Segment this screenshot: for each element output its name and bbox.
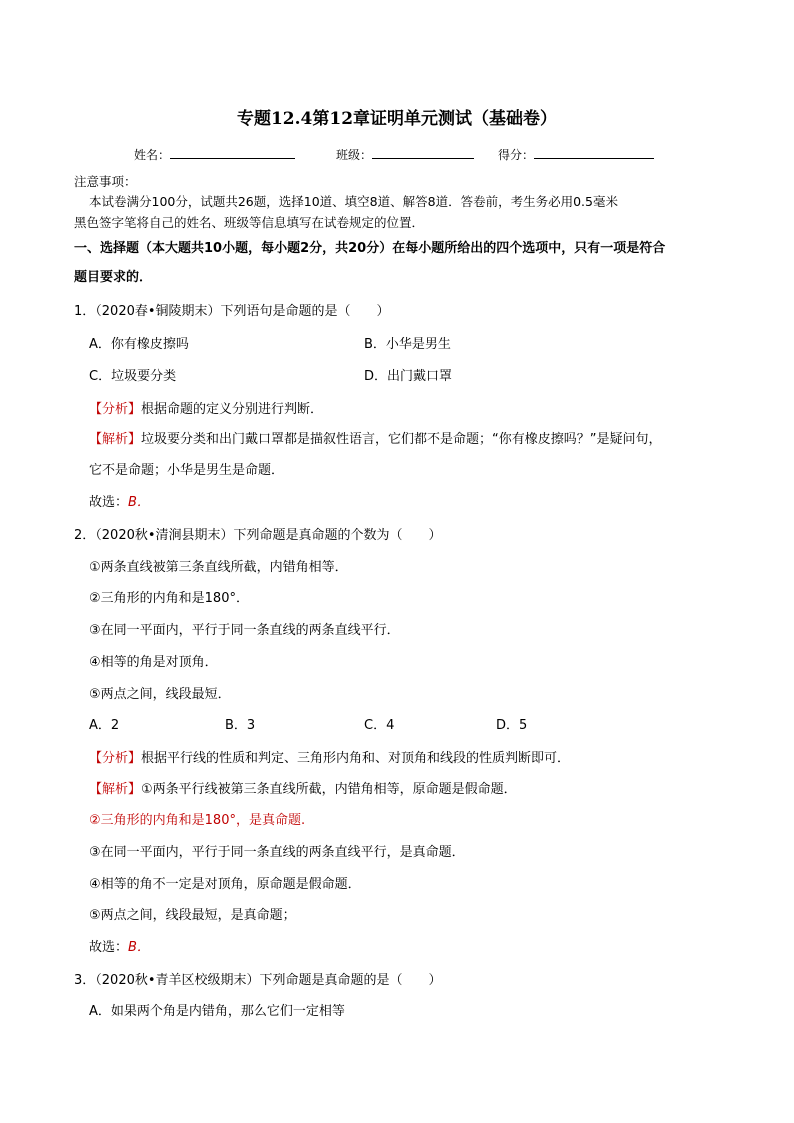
q1-answer-value: B． <box>128 495 150 510</box>
q2-analysis-tag: 【分析】 <box>89 751 142 766</box>
q2-solution-tag: 【解析】 <box>89 782 142 797</box>
q2-option-d: D．5 <box>496 718 528 733</box>
q1-option-c: C．垃圾要分类 <box>89 369 177 384</box>
score-field[interactable] <box>498 146 534 163</box>
q3-stem: 3．（2020秋•青羊区校级期末）下列命题是真命题的是（ ） <box>74 973 442 988</box>
notice-line-2: 黑色签字笔将自己的姓名、班级等信息填写在试卷规定的位置． <box>74 215 425 230</box>
q2-solution-line-2: ②三角形的内角和是180°，是真命题. <box>89 813 306 828</box>
q2-item-2: ②三角形的内角和是180°． <box>89 591 249 606</box>
q2-option-c: C．4 <box>364 718 395 733</box>
q2-solution-line-5: ⑤两点之间，线段最短，是真命题； <box>89 908 296 923</box>
class-field[interactable] <box>336 146 372 163</box>
q1-analysis <box>89 402 323 418</box>
q1-answer <box>89 495 150 511</box>
q1-solution-tag: 【解析】 <box>89 432 142 447</box>
class-label: 班级： <box>336 148 373 162</box>
q2-answer-prefix: 故选： <box>89 940 129 955</box>
q2-item-4: ④相等的角是对顶角． <box>89 655 218 670</box>
q1-analysis-text: 根据命题的定义分别进行判断． <box>141 402 324 417</box>
q2-solution-line-3: ③在同一平面内，平行于同一条直线的两条直线平行，是真命题． <box>89 845 465 860</box>
score-label: 得分： <box>498 148 535 162</box>
q1-solution-line-2: 它不是命题；小华是男生是命题． <box>89 463 285 478</box>
q2-item-1: ①两条直线被第三条直线所截，内错角相等． <box>89 560 348 575</box>
score-blank <box>534 146 654 159</box>
notice-heading: 注意事项： <box>74 174 137 189</box>
name-label: 姓名： <box>134 148 171 162</box>
q2-answer-value: B． <box>128 940 150 955</box>
class-blank <box>372 146 474 159</box>
q1-option-b: B．小华是男生 <box>364 337 451 352</box>
section-heading-line-2: 题目要求的． <box>74 270 153 285</box>
q1-option-a: A．你有橡皮擦吗 <box>89 337 189 352</box>
notice-line-1: 本试卷满分100分，试题共26题，选择10道、填空8道、解答8道．答卷前，考生务必用0.5毫米 <box>89 194 618 209</box>
q2-item-5: ⑤两点之间，线段最短． <box>89 687 231 702</box>
q3-option-a: A．如果两个角是内错角，那么它们一定相等 <box>89 1004 345 1019</box>
q2-analysis <box>89 751 570 767</box>
q1-analysis-tag: 【分析】 <box>89 402 142 417</box>
page-title: 专题12.4第12章证明单元测试（基础卷） <box>236 109 558 129</box>
section-heading-line-1: 一、选择题（本大题共10小题，每小题2分，共20分）在每小题所给出的四个选项中，只有一项是符合 <box>74 241 666 256</box>
q2-option-a: A．2 <box>89 718 120 733</box>
q1-solution-text-1: 垃圾要分类和出门戴口罩都是描叙性语言，它们都不是命题；“你有橡皮擦吗？”是疑问句， <box>141 432 662 447</box>
q2-analysis-text: 根据平行线的性质和判定、三角形内角和、对顶角和线段的性质判断即可． <box>141 751 571 766</box>
q2-solution-text-1: ①两条平行线被第三条直线所截，内错角相等，原命题是假命题． <box>141 782 517 797</box>
name-blank <box>170 146 295 159</box>
q2-option-b: B．3 <box>225 718 256 733</box>
q1-answer-prefix: 故选： <box>89 495 129 510</box>
q1-option-d: D．出门戴口罩 <box>364 369 453 384</box>
q2-stem: 2．（2020秋•清涧县期末）下列命题是真命题的个数为（ ） <box>74 528 442 543</box>
q2-item-3: ③在同一平面内，平行于同一条直线的两条直线平行． <box>89 623 400 638</box>
q2-solution-line-4: ④相等的角不一定是对顶角，原命题是假命题． <box>89 877 361 892</box>
q2-solution-line-1 <box>89 782 517 798</box>
q1-solution-line-1 <box>89 432 662 448</box>
q1-stem: 1．（2020春•铜陵期末）下列语句是命题的是（ ） <box>74 304 390 319</box>
name-field[interactable] <box>134 146 170 163</box>
q2-answer <box>89 940 150 956</box>
